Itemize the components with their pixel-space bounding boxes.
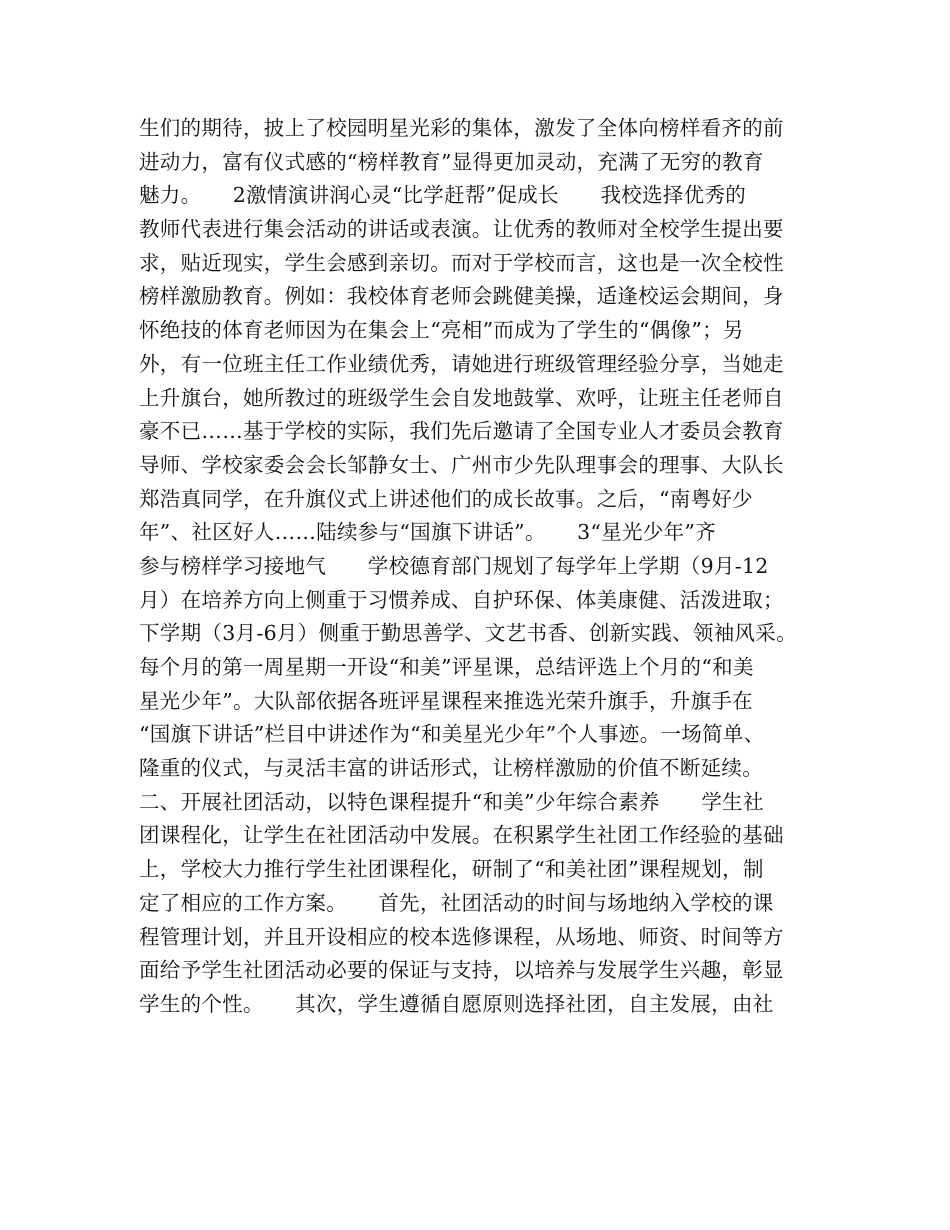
text-line: 魅力。 2激情演讲润心灵“比学赶帮”促成长 我校选择优秀的 bbox=[139, 183, 747, 208]
text-line: 年”、社区好人……陆续参与“国旗下讲话”。 3“星光少年”齐 bbox=[139, 520, 716, 545]
text-line: 下学期（3月-6月）侧重于勤思善学、文艺书香、创新实践、领袖风采。 bbox=[139, 621, 797, 646]
text-line: 每个月的第一周星期一开设“和美”评星课，总结评选上个月的“和美 bbox=[139, 655, 754, 679]
text-line: 参与榜样学习接地气 学校德育部门规划了每学年上学期（9月-12 bbox=[139, 553, 769, 578]
text-line: 定了相应的工作方案。 首先，社团活动的时间与场地纳入学校的课 bbox=[139, 890, 774, 915]
text-line: “国旗下讲话”栏目中讲述作为“和美星光少年”个人事迹。一场简单、 bbox=[139, 722, 765, 747]
text-line: 二、开展社团活动，以特色课程提升“和美”少年综合素养 学生社 bbox=[139, 789, 764, 814]
text-line: 团课程化，让学生在社团活动中发展。在积累学生社团工作经验的基础 bbox=[139, 823, 784, 848]
text-line: 进动力，富有仪式感的“榜样教育”显得更加灵动，充满了无穷的教育 bbox=[139, 149, 764, 174]
text-line: 外，有一位班主任工作业绩优秀，请她进行班级管理经验分享，当她走 bbox=[139, 351, 784, 376]
text-line: 教师代表进行集会活动的讲话或表演。让优秀的教师对全校学生提出要 bbox=[139, 217, 784, 242]
text-line: 求，贴近现实，学生会感到亲切。而对于学校而言，这也是一次全校性 bbox=[139, 250, 784, 275]
text-line: 程管理计划，并且开设相应的校本选修课程，从场地、师资、时间等方 bbox=[139, 924, 784, 949]
text-line: 豪不已……基于学校的实际，我们先后邀请了全国专业人才委员会教育 bbox=[139, 419, 784, 444]
text-line: 生们的期待，披上了校园明星光彩的集体，激发了全体向榜样看齐的前 bbox=[139, 116, 784, 140]
body-text bbox=[139, 112, 829, 1022]
text-line: 星光少年”。大队部依据各班评星课程来推选光荣升旗手，升旗手在 bbox=[139, 688, 753, 713]
text-line: 学生的个性。 其次，学生遵循自愿原则选择社团，自主发展，由社 bbox=[139, 991, 774, 1016]
text-line: 隆重的仪式，与灵活丰富的讲话形式，让榜样激励的价值不断延续。 bbox=[139, 756, 763, 781]
text-line: 郑浩真同学，在升旗仪式上讲述他们的成长故事。之后，“南粤好少 bbox=[139, 486, 753, 511]
text-line: 面给予学生社团活动必要的保证与支持，以培养与发展学生兴趣，彰显 bbox=[139, 958, 784, 983]
text-line: 导师、学校家委会会长邹静女士、广州市少先队理事会的理事、大队长 bbox=[139, 452, 784, 477]
text-line: 榜样激励教育。例如：我校体育老师会跳健美操，适逢校运会期间，身 bbox=[139, 284, 784, 309]
text-line: 怀绝技的体育老师因为在集会上“亮相”而成为了学生的“偶像”；另 bbox=[139, 318, 744, 343]
text-line: 上，学校大力推行学生社团课程化，研制了“和美社团”课程规划，制 bbox=[139, 857, 764, 882]
text-line: 月）在培养方向上侧重于习惯养成、自护环保、体美康健、活泼进取； bbox=[139, 587, 784, 612]
text-line: 上升旗台，她所教过的班级学生会自发地鼓掌、欢呼，让班主任老师自 bbox=[139, 385, 784, 410]
